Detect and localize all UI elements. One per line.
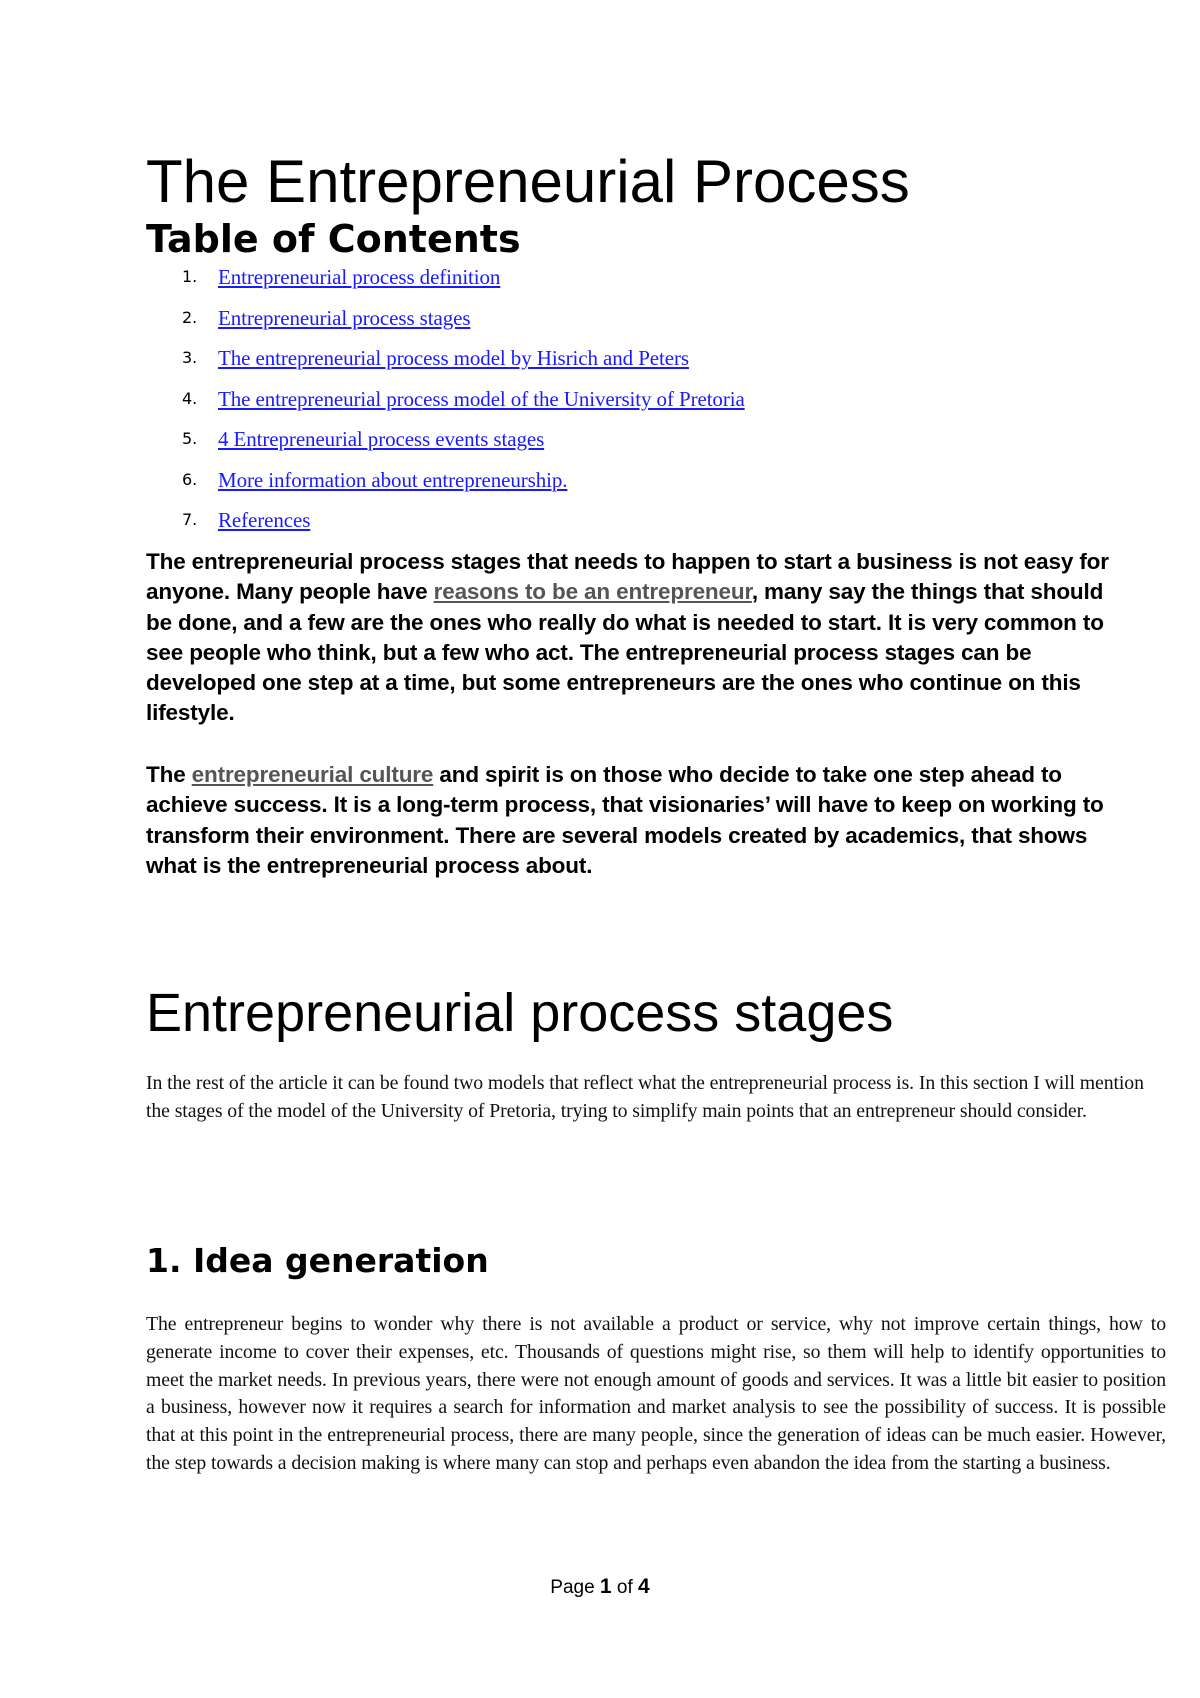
toc-link-definition[interactable]: Entrepreneurial process definition xyxy=(218,265,501,289)
intro-text: , many say the things that should be done, and a few are the ones who really do what is needed to start. It is very common to see people who think, but a few who act. The entrepreneurial process stages can be developed one step at a time, but some entrepreneurs are the ones who continue on this lifestyle. xyxy=(146,579,1104,726)
toc-item-number: 4. xyxy=(182,388,198,408)
toc-link-pretoria[interactable]: The entrepreneurial process model of the University of Pretoria xyxy=(218,386,745,411)
page-footer xyxy=(0,1574,1200,1601)
stages-intro-paragraph: In the rest of the article it can be found two models that reflect what the entrepreneurial process is. In this section I will mention the stages of the model of the University of Pretoria, trying to simplify main points that an entrepreneur should consider. xyxy=(146,1072,1144,1122)
toc-item-number: 3. xyxy=(182,348,198,367)
intro-text: The xyxy=(146,762,192,787)
page-label: Page xyxy=(550,1577,595,1598)
toc-item-number: 6. xyxy=(182,469,198,489)
idea-generation-paragraph: The entrepreneur begins to wonder why there is not available a product or service, why not improve certain things, how to generate income to cover their expenses, etc. Thousands of questions might rise, so them will help to identify opportunities to meet the market needs. In previous years, there were not enough amount of goods and services. It was a little bit easier to position a business, however now it requires a search for information and market analysis to see the possibility of success. It is possible that at this point in the entrepreneurial process, there are many people, since the generation of ideas can be much easier. However, the step towards a decision making is where many can stop and perhaps even abandon the idea from the starting a business. xyxy=(146,1313,1166,1474)
toc-item-number: 1. xyxy=(182,267,198,286)
toc-link-hisrich-peters[interactable]: The entrepreneurial process model by Hisrich and Peters xyxy=(218,346,689,370)
stages-heading: Entrepreneurial process stages xyxy=(146,983,894,1043)
intro-text: and spirit is on those who decide to take one step ahead to achieve success. It is a long-term process, that visionaries’ will have to keep on working to transform their environment. There are several models created by academics, that shows what is the entrepreneurial process about. xyxy=(146,762,1104,878)
toc-item-number: 2. xyxy=(182,307,198,327)
toc-item-number: 7. xyxy=(182,510,198,529)
page-total: 4 xyxy=(638,1575,650,1598)
intro-text: The entrepreneurial process stages that needs to happen to start a business is not easy for anyone. Many people have xyxy=(146,549,1109,605)
toc-link-more-info[interactable]: More information about entrepreneurship. xyxy=(218,467,568,492)
document-title: The Entrepreneurial Process xyxy=(146,148,910,215)
of-label: of xyxy=(616,1577,633,1598)
intro-paragraph-1 xyxy=(146,547,1126,729)
entrepreneurial-culture-link[interactable]: entrepreneurial culture xyxy=(191,762,434,787)
page-current: 1 xyxy=(599,1575,612,1598)
toc-item-number: 5. xyxy=(182,429,198,448)
toc-link-references[interactable]: References xyxy=(218,508,311,532)
reasons-entrepreneur-link[interactable]: reasons to be an entrepreneur xyxy=(433,579,752,605)
toc-heading: Table of Contents xyxy=(146,217,521,261)
idea-generation-heading: 1. Idea generation xyxy=(146,1241,489,1280)
toc-link-events-stages[interactable]: 4 Entrepreneurial process events stages xyxy=(218,427,545,451)
toc-link-stages[interactable]: Entrepreneurial process stages xyxy=(218,305,471,330)
intro-paragraph-2 xyxy=(146,760,1126,881)
